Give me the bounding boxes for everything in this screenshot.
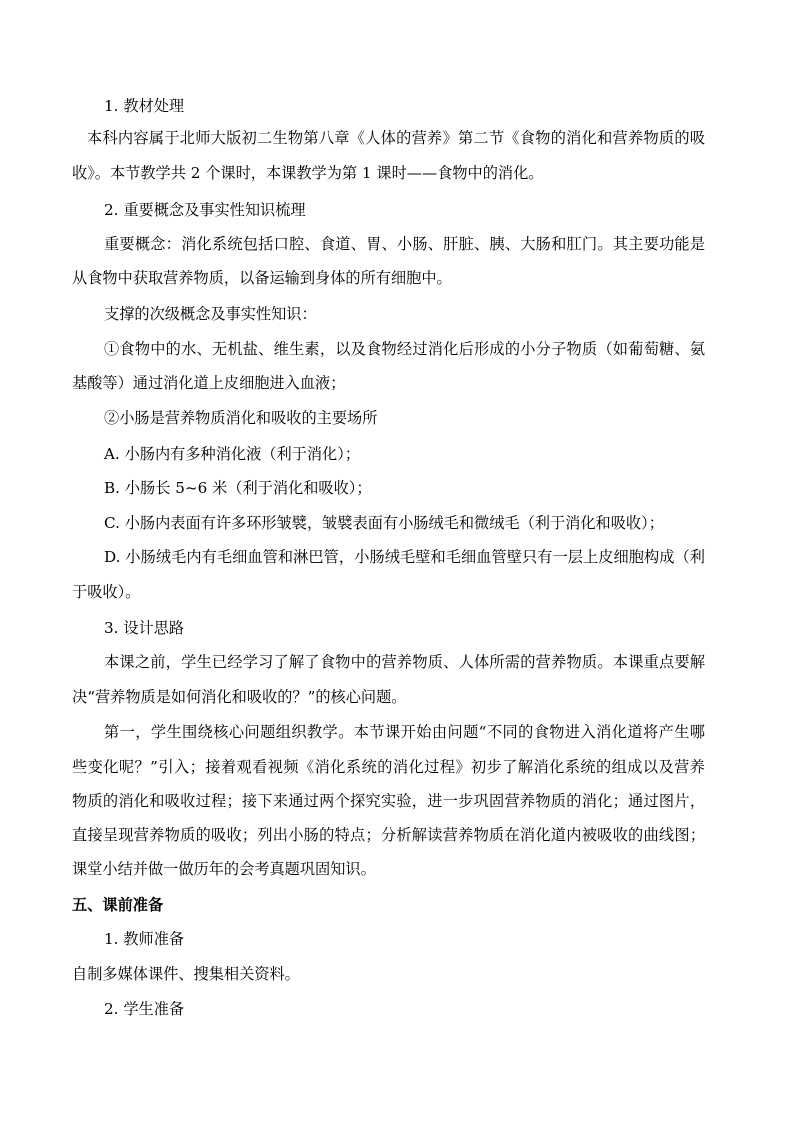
section-heading-teacher-prep: 1. 教师准备 [104, 930, 185, 948]
list-item-d: D. 小肠绒毛内有毛细血管和淋巴管，小肠绒毛壁和毛细血管壁只有一层上皮细胞构成（利 [104, 548, 705, 566]
list-item-c: C. 小肠内表面有许多环形皱襞，皱襞表面有小肠绒毛和微绒毛（利于消化和吸收）； [104, 514, 664, 532]
section-heading-key-concepts: 2. 重要概念及事实性知识梳理 [104, 201, 306, 219]
paragraph-line: 课堂小结并做一做历年的会考真题巩固知识。 [72, 860, 376, 878]
paragraph-line: 本科内容属于北师大版初二生物第八章《人体的营养》第二节《食物的消化和营养物质的吸 [87, 129, 705, 147]
paragraph-line: 本课之前，学生已经学习了解了食物中的营养物质、人体所需的营养物质。本课重点要解 [104, 653, 705, 671]
paragraph-line: 从食物中获取营养物质，以备运输到身体的所有细胞中。 [72, 269, 452, 287]
section-heading-student-prep: 2. 学生准备 [104, 1000, 185, 1018]
section-heading-design: 3. 设计思路 [104, 619, 185, 637]
paragraph-line: 重要概念：消化系统包括口腔、食道、胃、小肠、肝脏、胰、大肠和肛门。其主要功能是 [104, 235, 705, 253]
section-heading-teaching-material: 1. 教材处理 [104, 97, 185, 115]
paragraph-line: 于吸收）。 [72, 583, 141, 601]
paragraph-line: 物质的消化和吸收过程；接下来通过两个探究实验，进一步巩固营养物质的消化；通过图片， [72, 792, 705, 810]
paragraph-line: 基酸等）通过消化道上皮细胞进入血液； [72, 374, 346, 392]
paragraph-line: 自制多媒体课件、搜集相关资料。 [72, 965, 300, 983]
list-item-a: A. 小肠内有多种消化液（利于消化）； [104, 445, 361, 463]
paragraph-line: ①食物中的水、无机盐、维生素，以及食物经过消化后形成的小分子物质（如葡萄糖、氨 [104, 340, 705, 358]
paragraph-line: 直接呈现营养物质的吸收；列出小肠的特点；分析解读营养物质在消化道内被吸收的曲线图； [72, 826, 705, 844]
paragraph-line: 收》。本节教学共 2 个课时，本课教学为第 1 课时——食物中的消化。 [72, 164, 544, 182]
paragraph-line: 支撑的次级概念及事实性知识： [104, 305, 317, 323]
list-item-b: B. 小肠长 5~6 米（利于消化和吸收）； [104, 479, 372, 497]
paragraph-line: 决“营养物质是如何消化和吸收的？”的核心问题。 [72, 688, 407, 706]
chapter-heading-preparation: 五、课前准备 [72, 896, 164, 914]
paragraph-line: 第一，学生围绕核心问题组织教学。本节课开始由问题“不同的食物进入消化道将产生哪 [104, 723, 705, 741]
paragraph-line: ②小肠是营养物质消化和吸收的主要场所 [104, 409, 378, 427]
paragraph-line: 些变化呢？”引入；接着观看视频《消化系统的消化过程》初步了解消化系统的组成以及营养 [72, 758, 705, 776]
